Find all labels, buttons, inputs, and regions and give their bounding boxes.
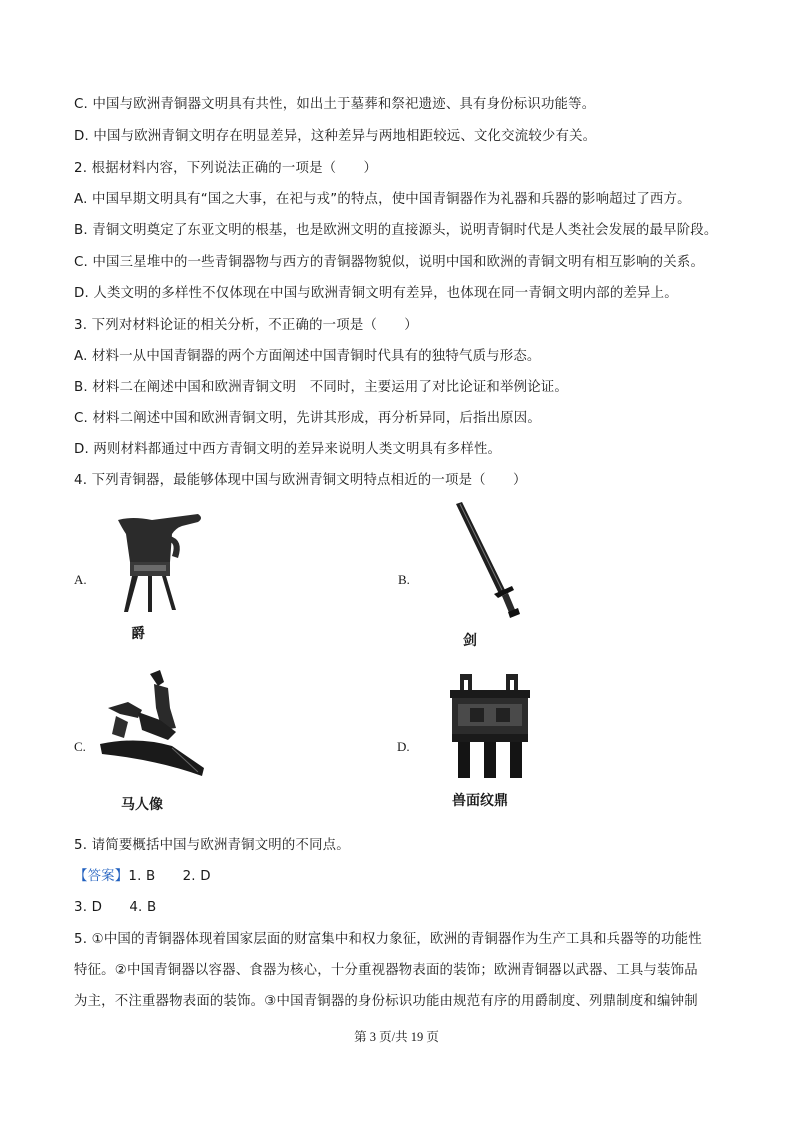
answer-values-1: 1. B 2. D	[128, 869, 211, 884]
text-line: A. 中国早期文明具有“国之大事，在祀与戎”的特点，使中国青铜器作为礼器和兵器的影响超过了西方。	[74, 192, 691, 207]
text-line: C. 中国与欧洲青铜器文明具有共性，如出土于墓葬和祭祀遗迹、具有身份标识功能等。	[74, 97, 596, 112]
text-line: C. 中国三星堆中的一些青铜器物与西方的青铜器物貌似，说明中国和欧洲的青铜文明有相互影响的关系。	[74, 255, 705, 270]
text-line: D. 人类文明的多样性不仅体现在中国与欧洲青铜文明有差异，也体现在同一青铜文明内部的差异上。	[74, 286, 678, 301]
answer-explanation: 为主，不注重器物表面的装饰。③中国青铜器的身份标识功能由规范有序的用爵制度、列鼎制度和编钟制	[74, 994, 698, 1009]
page-number: 第 3 页/共 19 页	[354, 1030, 439, 1044]
question-4: 4. 下列青铜器，最能够体现中国与欧洲青铜文明特点相近的一项是（ ）	[74, 473, 527, 488]
option-b-caption: 剑	[463, 633, 477, 649]
answer-explanation: 特征。②中国青铜器以容器、食器为核心，十分重视器物表面的装饰；欧洲青铜器以武器、工具与装饰品	[74, 963, 698, 978]
text-line: D. 中国与欧洲青铜文明存在明显差异，这种差异与两地相距较远、文化交流较少有关。	[74, 129, 597, 144]
option-c-caption: 马人像	[121, 797, 163, 813]
text-line: D. 两则材料都通过中西方青铜文明的差异来说明人类文明具有多样性。	[74, 442, 502, 457]
option-a-caption: 爵	[131, 626, 145, 642]
question-3: 3. 下列对材料论证的相关分析，不正确的一项是（ ）	[74, 318, 418, 333]
question-5: 5. 请简要概括中国与欧洲青铜文明的不同点。	[74, 838, 350, 853]
jue-vessel-image	[112, 512, 212, 617]
text-line: B. 材料二在阐述中国和欧洲青铜文明 不同时，主要运用了对比论证和举例论证。	[74, 380, 568, 395]
text-line: C. 材料二阐述中国和欧洲青铜文明，先讲其形成，再分析异同，后指出原因。	[74, 411, 541, 426]
sword-image	[448, 500, 548, 625]
text-line: A. 材料一从中国青铜器的两个方面阐述中国青铜时代具有的独特气质与形态。	[74, 349, 541, 364]
option-c-letter: C.	[74, 739, 86, 754]
option-d-letter: D.	[397, 739, 410, 754]
answer-tag: 【答案】	[74, 869, 129, 884]
answer-explanation: 5. ①中国的青铜器体现着国家层面的财富集中和权力象征，欧洲的青铜器作为生产工具和兵器等的功能性	[74, 932, 702, 947]
answer-row-2: 3. D 4. B	[74, 900, 157, 915]
ding-vessel-image	[440, 672, 540, 782]
option-b-letter: B.	[398, 572, 410, 587]
option-d-caption: 兽面纹鼎	[452, 793, 508, 809]
question-2: 2. 根据材料内容，下列说法正确的一项是（ ）	[74, 161, 378, 176]
answer-row-1	[74, 868, 211, 886]
horse-rider-image	[98, 668, 210, 796]
text-line: B. 青铜文明奠定了东亚文明的根基，也是欧洲文明的直接源头，说明青铜时代是人类社会发展的最早阶段。	[74, 223, 718, 238]
option-a-letter: A.	[74, 572, 87, 587]
